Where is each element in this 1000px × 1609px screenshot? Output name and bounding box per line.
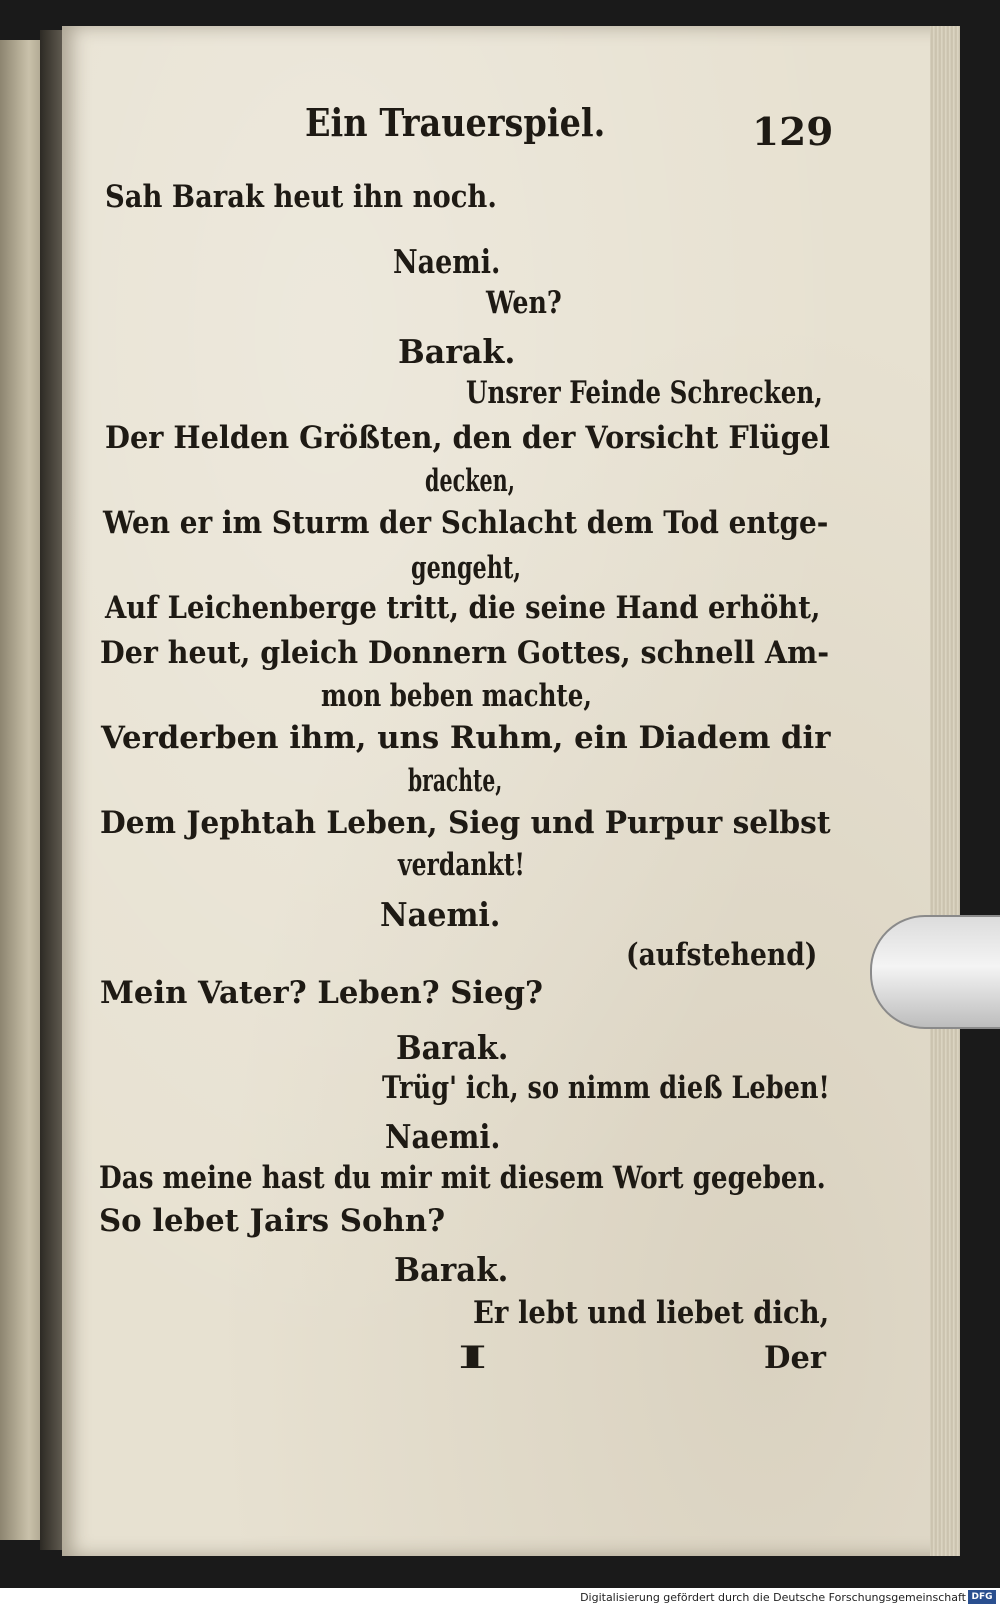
verse-line: Trüg' ich, so nimm dieß Leben! xyxy=(382,1070,830,1106)
verse-line: Wen? xyxy=(486,285,562,321)
speaker-name: Naemi. xyxy=(385,1117,501,1156)
speaker-name: Naemi. xyxy=(380,895,501,934)
verse-line: Dem Jephtah Leben, Sieg und Purpur selbst xyxy=(100,805,831,841)
verse-line: Auf Leichenberge tritt, die seine Hand erhöht, xyxy=(105,590,821,626)
verse-line: Der heut, gleich Donnern Gottes, schnell Am- xyxy=(100,635,830,671)
catchword: Der xyxy=(764,1340,826,1376)
verse-line: Er lebt und liebet dich, xyxy=(473,1295,830,1331)
digitization-credit: Digitalisierung gefördert durch die Deutsche Forschungsgemeinschaft xyxy=(580,1591,966,1604)
verse-line: Das meine hast du mir mit diesem Wort gegeben. xyxy=(99,1160,826,1196)
verse-line: Sah Barak heut ihn noch. xyxy=(105,179,497,215)
verse-line: Unsrer Feinde Schrecken, xyxy=(466,375,823,411)
verse-line: brachte, xyxy=(408,763,503,799)
running-title: Ein Trauerspiel. xyxy=(305,100,606,145)
verse-line: decken, xyxy=(425,463,515,499)
speaker-name: Barak. xyxy=(394,1250,509,1289)
page-clip xyxy=(870,915,1000,1029)
stage-direction: (aufstehend) xyxy=(626,937,818,973)
speaker-name: Barak. xyxy=(396,1028,509,1067)
verse-line: mon beben machte, xyxy=(321,678,592,714)
verse-line: Der Helden Größten, den der Vorsicht Flügel xyxy=(105,420,830,456)
speaker-name: Naemi. xyxy=(393,242,501,281)
verse-line: So lebet Jairs Sohn? xyxy=(99,1203,446,1239)
signature-mark: I xyxy=(458,1340,488,1376)
dfg-logo: DFG xyxy=(968,1590,996,1604)
page-number: 129 xyxy=(752,109,834,154)
verse-line: Verderben ihm, uns Ruhm, ein Diadem dir xyxy=(101,720,831,756)
speaker-name: Barak. xyxy=(398,332,516,371)
verse-line: gengeht, xyxy=(411,550,522,586)
page-stack-edge xyxy=(930,26,960,1556)
verse-line: Mein Vater? Leben? Sieg? xyxy=(100,975,543,1011)
verse-line: Wen er im Sturm der Schlacht dem Tod entge- xyxy=(103,505,829,541)
verse-line: verdankt! xyxy=(398,847,525,883)
